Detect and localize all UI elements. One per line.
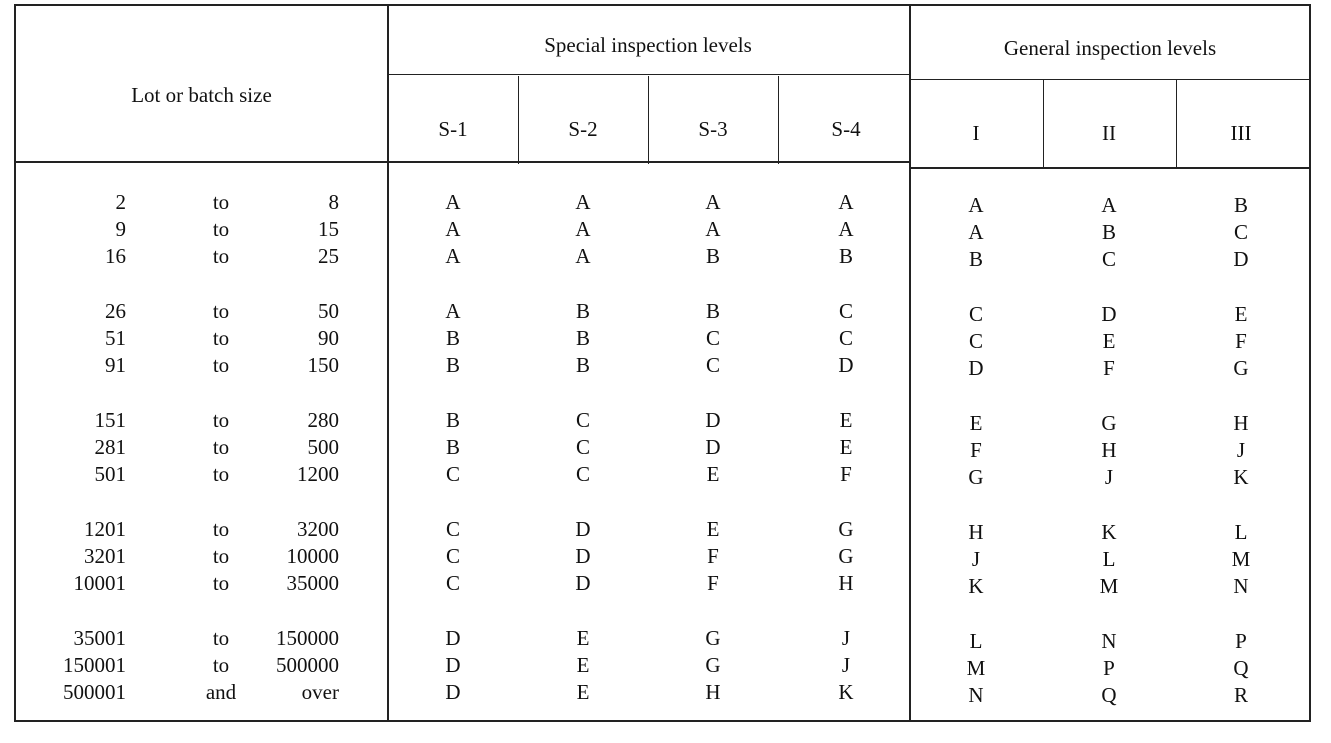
code-letter-ii: F	[1103, 356, 1115, 380]
general-levels-header: General inspection levels	[1003, 36, 1217, 60]
code-letter-s-3: B	[705, 244, 720, 268]
code-letter-s-4: C	[838, 326, 853, 350]
code-letter-ii: H	[1101, 438, 1117, 462]
code-letter-s-4: K	[838, 680, 854, 704]
code-letter-ii: K	[1101, 520, 1117, 544]
code-letter-s-3: E	[706, 517, 720, 541]
code-letter-i: G	[968, 465, 984, 489]
lot-size-to: 150	[307, 353, 339, 377]
code-letter-iii: M	[1231, 547, 1251, 571]
divider-special-subheader	[387, 74, 909, 75]
code-letter-s-2: A	[575, 244, 591, 268]
code-letter-ii: A	[1101, 193, 1117, 217]
code-letter-s-1: D	[445, 626, 461, 650]
lot-size-from: 91	[105, 353, 126, 377]
lot-size-from: 2	[115, 190, 126, 214]
divider-special-general	[909, 6, 911, 720]
code-letter-s-3: H	[705, 680, 721, 704]
code-letter-ii: M	[1099, 574, 1119, 598]
code-letter-i: L	[969, 629, 983, 653]
code-letter-ii: Q	[1101, 683, 1117, 707]
lot-size-from: 281	[94, 435, 126, 459]
code-letter-s-2: D	[575, 517, 591, 541]
code-letter-s-4: E	[839, 435, 853, 459]
lot-size-range-word: to	[212, 217, 230, 241]
code-letter-s-1: A	[445, 190, 461, 214]
lot-size-header: Lot or batch size	[131, 83, 272, 107]
code-letter-ii: C	[1101, 247, 1116, 271]
code-letter-s-3: C	[705, 326, 720, 350]
lot-size-to: 8	[328, 190, 339, 214]
lot-size-from: 3201	[84, 544, 126, 568]
level-header-s-4: S-4	[831, 117, 861, 141]
lot-size-range-word: to	[212, 517, 230, 541]
code-letter-iii: G	[1233, 356, 1249, 380]
lot-size-to: 10000	[286, 544, 339, 568]
lot-size-from: 26	[105, 299, 126, 323]
lot-size-range-word: to	[212, 326, 230, 350]
code-letter-ii: J	[1104, 465, 1114, 489]
lot-size-range-word: to	[212, 571, 230, 595]
code-letter-s-3: B	[705, 299, 720, 323]
lot-size-range-word: to	[212, 353, 230, 377]
code-letter-s-4: D	[838, 353, 854, 377]
code-letter-s-2: C	[575, 462, 590, 486]
lot-size-range-word: to	[212, 626, 230, 650]
code-letter-s-1: A	[445, 244, 461, 268]
code-letter-iii: Q	[1233, 656, 1249, 680]
code-letter-s-2: E	[576, 626, 590, 650]
lot-size-range-word: to	[212, 244, 230, 268]
code-letter-s-4: B	[838, 244, 853, 268]
lot-size-from: 500001	[63, 680, 126, 704]
level-header-s-3: S-3	[698, 117, 728, 141]
code-letter-iii: F	[1235, 329, 1247, 353]
lot-size-to: 500000	[276, 653, 339, 677]
divider-header-body-left	[16, 161, 909, 163]
lot-size-from: 16	[105, 244, 126, 268]
code-letter-iii: P	[1235, 629, 1247, 653]
lot-size-range-word: to	[212, 408, 230, 432]
lot-size-to: 90	[318, 326, 339, 350]
code-letter-i: A	[968, 193, 984, 217]
code-letter-s-4: C	[838, 299, 853, 323]
code-letter-s-2: B	[575, 326, 590, 350]
code-letter-s-1: B	[445, 408, 460, 432]
lot-size-to: 35000	[286, 571, 339, 595]
lot-size-range-word: and	[205, 680, 237, 704]
lot-size-from: 501	[94, 462, 126, 486]
code-letter-s-4: F	[840, 462, 852, 486]
code-letter-iii: H	[1233, 411, 1249, 435]
divider-ii-iii	[1176, 80, 1177, 168]
code-letter-s-4: A	[838, 190, 854, 214]
level-header-ii: II	[1102, 121, 1116, 145]
code-letter-i: F	[970, 438, 982, 462]
code-letter-s-2: B	[575, 299, 590, 323]
code-letter-ii: N	[1101, 629, 1117, 653]
lot-size-from: 9	[115, 217, 126, 241]
level-header-s-1: S-1	[438, 117, 468, 141]
lot-size-from: 51	[105, 326, 126, 350]
code-letter-s-2: C	[575, 435, 590, 459]
code-letter-s-4: G	[838, 544, 854, 568]
level-header-iii: III	[1230, 121, 1252, 145]
code-letter-s-3: D	[705, 435, 721, 459]
code-letter-iii: L	[1234, 520, 1248, 544]
lot-size-from: 151	[94, 408, 126, 432]
code-letter-s-4: G	[838, 517, 854, 541]
code-letter-s-2: A	[575, 217, 591, 241]
divider-general-subheader	[909, 79, 1311, 80]
lot-size-from: 10001	[73, 571, 126, 595]
code-letter-i: K	[968, 574, 984, 598]
code-letter-iii: R	[1233, 683, 1248, 707]
code-letter-ii: L	[1102, 547, 1116, 571]
divider-s1-s2	[518, 76, 519, 164]
code-letter-s-2: E	[576, 680, 590, 704]
lot-size-from: 1201	[84, 517, 126, 541]
code-letter-i: D	[968, 356, 984, 380]
code-letter-iii: K	[1233, 465, 1249, 489]
lot-size-to: 500	[307, 435, 339, 459]
code-letter-s-3: F	[707, 544, 719, 568]
code-letter-s-4: E	[839, 408, 853, 432]
lot-size-to: 1200	[297, 462, 339, 486]
code-letter-i: C	[968, 329, 983, 353]
lot-size-to: 15	[318, 217, 339, 241]
code-letter-iii: N	[1233, 574, 1249, 598]
code-letter-s-2: D	[575, 571, 591, 595]
code-letter-s-4: J	[841, 626, 851, 650]
divider-s3-s4	[778, 76, 779, 164]
code-letter-iii: E	[1234, 302, 1248, 326]
code-letter-s-4: A	[838, 217, 854, 241]
lot-size-to: 150000	[276, 626, 339, 650]
lot-size-to: 25	[318, 244, 339, 268]
code-letter-s-3: F	[707, 571, 719, 595]
code-letter-s-3: E	[706, 462, 720, 486]
divider-header-body-right	[909, 167, 1311, 169]
code-letter-iii: D	[1233, 247, 1249, 271]
code-letter-s-3: A	[705, 217, 721, 241]
lot-size-range-word: to	[212, 299, 230, 323]
code-letter-i: B	[968, 247, 983, 271]
divider-s2-s3	[648, 76, 649, 164]
lot-size-from: 35001	[73, 626, 126, 650]
code-letter-s-3: A	[705, 190, 721, 214]
lot-size-from: 150001	[63, 653, 126, 677]
sample-size-code-table	[14, 4, 1311, 722]
code-letter-iii: C	[1233, 220, 1248, 244]
code-letter-ii: E	[1102, 329, 1116, 353]
code-letter-s-1: B	[445, 353, 460, 377]
code-letter-s-3: C	[705, 353, 720, 377]
code-letter-s-2: D	[575, 544, 591, 568]
code-letter-s-4: J	[841, 653, 851, 677]
code-letter-s-1: B	[445, 326, 460, 350]
code-letter-iii: B	[1233, 193, 1248, 217]
code-letter-i: C	[968, 302, 983, 326]
code-letter-i: A	[968, 220, 984, 244]
code-letter-iii: J	[1236, 438, 1246, 462]
code-letter-i: E	[969, 411, 983, 435]
lot-size-to: over	[301, 680, 339, 704]
code-letter-s-1: B	[445, 435, 460, 459]
code-letter-ii: G	[1101, 411, 1117, 435]
code-letter-s-1: A	[445, 217, 461, 241]
lot-size-range-word: to	[212, 462, 230, 486]
divider-i-ii	[1043, 80, 1044, 168]
special-levels-header: Special inspection levels	[544, 33, 752, 57]
code-letter-ii: B	[1101, 220, 1116, 244]
code-letter-i: N	[968, 683, 984, 707]
level-header-s-2: S-2	[568, 117, 598, 141]
code-letter-i: J	[971, 547, 981, 571]
lot-size-to: 280	[307, 408, 339, 432]
level-header-i: I	[972, 121, 980, 145]
code-letter-s-3: D	[705, 408, 721, 432]
lot-size-range-word: to	[212, 435, 230, 459]
code-letter-s-2: C	[575, 408, 590, 432]
code-letter-s-1: C	[445, 517, 460, 541]
code-letter-s-1: C	[445, 571, 460, 595]
code-letter-s-1: D	[445, 680, 461, 704]
code-letter-s-1: C	[445, 544, 460, 568]
code-letter-ii: P	[1103, 656, 1115, 680]
code-letter-s-3: G	[705, 626, 721, 650]
code-letter-s-1: D	[445, 653, 461, 677]
code-letter-s-1: A	[445, 299, 461, 323]
lot-size-range-word: to	[212, 190, 230, 214]
code-letter-s-3: G	[705, 653, 721, 677]
code-letter-s-2: A	[575, 190, 591, 214]
code-letter-i: H	[968, 520, 984, 544]
code-letter-s-2: E	[576, 653, 590, 677]
code-letter-s-2: B	[575, 353, 590, 377]
code-letter-ii: D	[1101, 302, 1117, 326]
code-letter-s-4: H	[838, 571, 854, 595]
lot-size-to: 50	[318, 299, 339, 323]
lot-size-range-word: to	[212, 653, 230, 677]
divider-lot-column	[387, 6, 389, 720]
code-letter-i: M	[966, 656, 986, 680]
lot-size-to: 3200	[297, 517, 339, 541]
code-letter-s-1: C	[445, 462, 460, 486]
lot-size-range-word: to	[212, 544, 230, 568]
